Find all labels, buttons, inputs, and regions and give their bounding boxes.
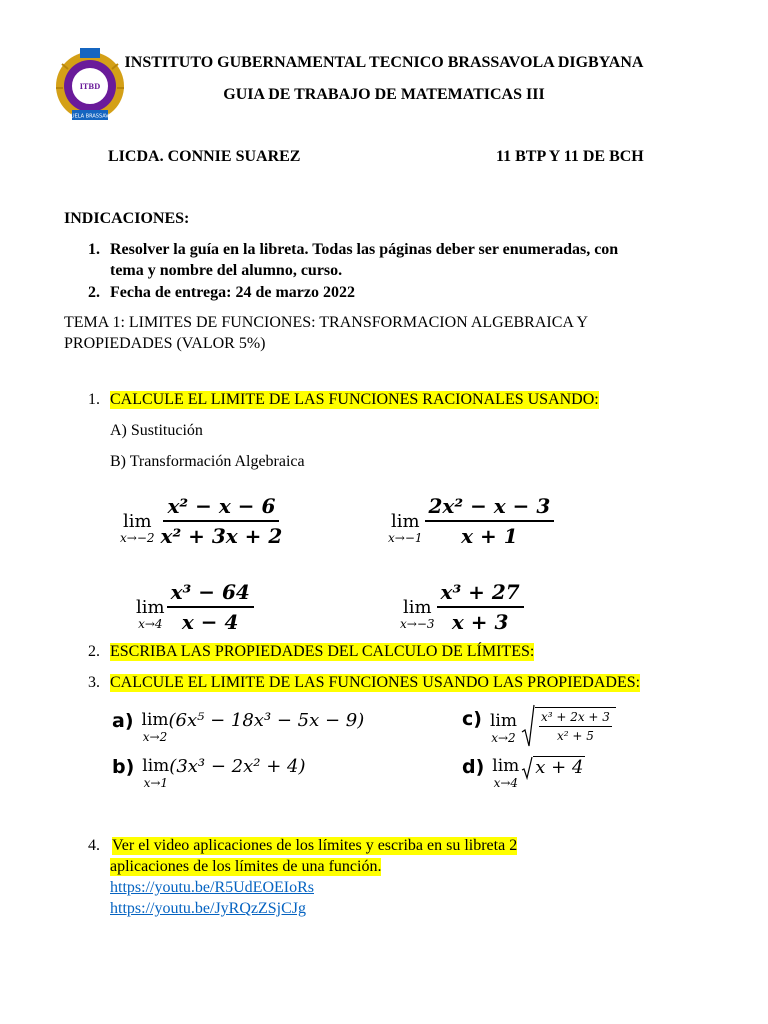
lim-operator: lim [122,511,152,532]
question-3-text: CALCULE EL LIMITE DE LAS FUNCIONES USANDO LAS PROPIEDADES: [110,674,641,691]
item-label: d) [462,756,485,778]
fraction-numerator: x³ + 27 [437,580,524,608]
limit-expression: (3x³ − 2x² + 4) [169,756,306,777]
square-root [521,704,616,748]
instructions-heading: INDICACIONES: [64,210,190,227]
fraction-denominator: x + 3 [451,610,509,634]
limit-expression-2 [388,494,554,548]
property-item-c [462,704,616,748]
lim-approach: x→−2 [120,531,155,545]
instruction-2-line1: Fecha de entrega: 24 de marzo 2022 [110,284,355,301]
grades-label: 11 BTP Y 11 DE BCH [496,148,644,165]
lim-operator: lim [141,710,169,730]
question-1-text: CALCULE EL LIMITE DE LAS FUNCIONES RACIONALES USANDO: [110,391,599,408]
topic-line2: PROPIEDADES (VALOR 5%) [64,335,266,352]
guide-title: GUIA DE TRABAJO DE MATEMATICAS III [223,86,545,103]
square-root [521,756,585,780]
lim-approach: x→−3 [400,617,435,631]
lim-operator: lim [390,511,420,532]
instruction-1-line2: tema y nombre del alumno, curso. [110,262,343,279]
video-link-2[interactable]: https://youtu.be/JyRQzZSjCJg [110,900,307,917]
fraction-numerator: x² − x − 6 [163,494,279,522]
lim-operator: lim [489,711,517,731]
limit-expression-3 [136,580,254,634]
lim-approach: x→2 [491,731,516,745]
video-link-1[interactable]: https://youtu.be/R5UdEOEIoRs [110,879,314,896]
fraction-denominator: x + 1 [461,524,518,548]
fraction-denominator: x² + 5 [556,729,594,743]
limit-expression: (6x⁵ − 18x³ − 5x − 9) [168,710,365,731]
question-4-number: 4. [88,837,100,854]
fraction-numerator: x³ + 2x + 3 [539,708,612,727]
institute-title: INSTITUTO GUBERNAMENTAL TECNICO BRASSAVOLA DIGBYANA [124,54,644,71]
option-b: B) Transformación Algebraica [110,453,305,470]
lim-approach: x→4 [493,776,519,790]
question-1-number: 1. [88,391,100,408]
instruction-1-line1: Resolver la guía en la libreta. Todas las páginas deber ser enumeradas, con [110,241,619,258]
teacher-name: LICDA. CONNIE SUAREZ [108,148,301,165]
lim-approach: x→4 [138,617,163,631]
logo-banner-text: ESCUELA BRASSAVOLA [61,113,119,120]
item-label: c) [462,708,482,730]
fraction-numerator: x³ − 64 [167,580,254,608]
lim-approach: x→2 [142,730,168,744]
radical-sign [521,756,533,780]
fraction-denominator: x² + 3x + 2 [160,524,283,548]
question-3-number: 3. [88,674,100,691]
lim-approach: x→−1 [388,531,423,545]
instruction-1-number: 1. [88,241,100,258]
topic-line1: TEMA 1: LIMITES DE FUNCIONES: TRANSFORMACION ALGEBRAICA Y [64,314,589,331]
lim-approach: x→1 [143,776,169,790]
question-2-text: ESCRIBA LAS PROPIEDADES DEL CALCULO DE LÍMITES: [110,643,535,660]
property-item-d [462,756,585,790]
lim-operator: lim [402,597,432,618]
limit-expression-4 [400,580,524,634]
item-label: a) [112,710,134,732]
limit-expression-1 [120,494,286,548]
lim-operator: lim [142,756,170,776]
radical-sign [521,704,535,748]
question-4-line2: aplicaciones de los límites de una función. [110,858,382,875]
fraction-numerator: 2x² − x − 3 [425,494,555,522]
lim-operator: lim [136,597,165,618]
fraction-denominator: x − 4 [181,610,239,634]
option-a: A) Sustitución [110,422,203,439]
question-4-line1: Ver el video aplicaciones de los límites y escriba en su libreta 2 [112,837,518,854]
property-item-b [112,756,305,790]
question-2-number: 2. [88,643,100,660]
lim-operator: lim [492,756,520,776]
property-item-a [112,710,364,744]
logo-initials: ITBD [79,82,101,91]
limit-expression: x + 4 [535,757,584,778]
item-label: b) [112,756,135,778]
instruction-2-number: 2. [88,284,100,301]
